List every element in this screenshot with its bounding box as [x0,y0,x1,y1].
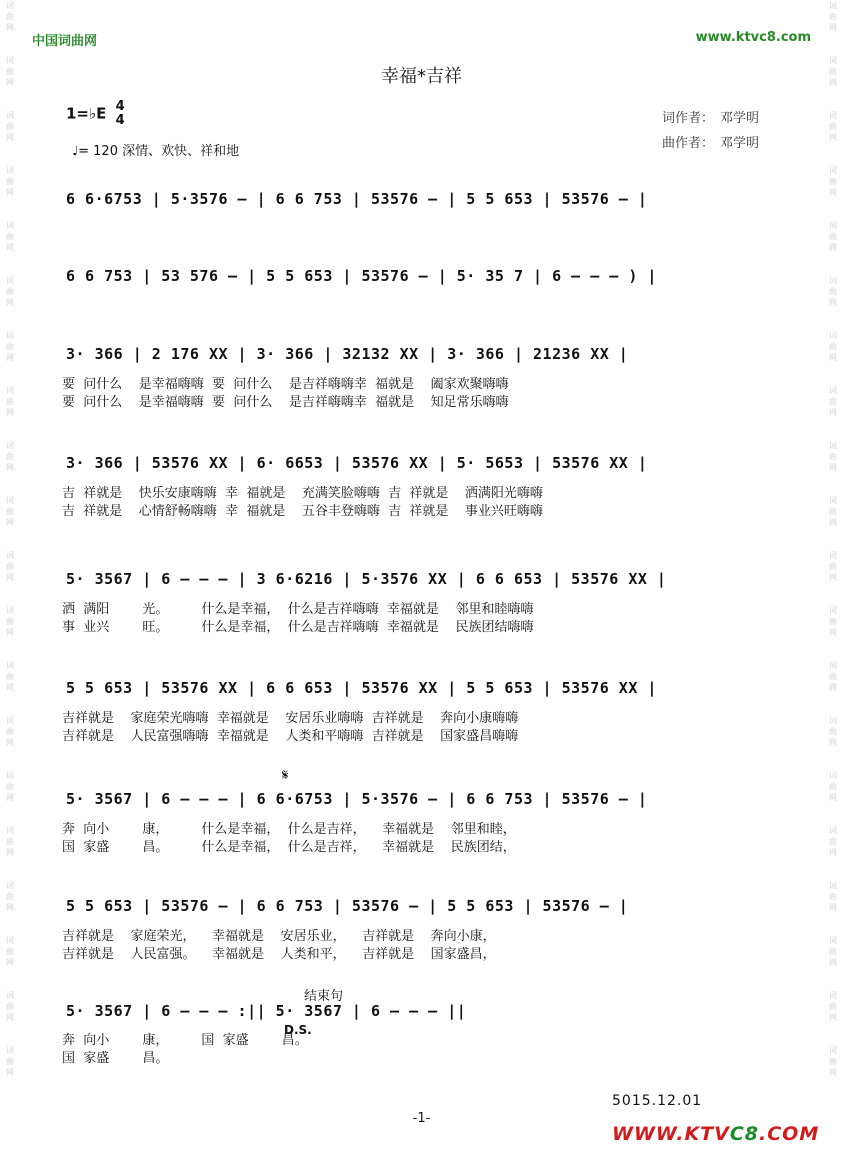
lyric-line: 吉 祥就是 心情舒畅嗨嗨 幸 福就是 五谷丰登嗨嗨 吉 祥就是 事业兴旺嗨嗨 [62,504,543,519]
lyric-line: 事 业兴 旺。 什么是幸福， 什么是吉祥嗨嗨 幸福就是 民族团结嗨嗨 [62,620,534,635]
score-notes: 6 6 753 | 53 576 – | 5 5 653 | 53576 – | 5· 35 7 | 6 – – – ) | [66,267,657,285]
wm-red: WWW.KTV [612,1123,730,1145]
time-signature [116,100,125,128]
composer-name: 邓学明 [720,136,760,151]
key-signature [66,100,125,128]
ending-label: 结束句 [304,989,344,1004]
key-label: 1=♭E [66,104,107,123]
wm-tail: .COM [759,1123,820,1145]
date-stamp: 5015.12.01 [612,1093,703,1109]
lyric-line: 国 家盛 昌。 什么是幸福， 什么是吉祥， 幸福就是 民族团结， [62,840,516,855]
lyric-line: 洒 满阳 光。 什么是幸福， 什么是吉祥嗨嗨 幸福就是 邻里和睦嗨嗨 [62,602,534,617]
tempo-marking: ♩= 120 深情、欢快、祥和地 [72,144,240,159]
score-notes: 3· 366 | 53576 XX | 6· 6653 | 53576 XX | 5· 5653 | 53576 XX | [66,454,648,472]
lyricist-label: 词作者： [662,111,715,126]
lyric-line: 吉祥就是 人民富强。 幸福就是 人类和平， 吉祥就是 国家盛昌， [62,947,496,962]
page-number: -1- [412,1111,431,1126]
song-title: 幸福*吉祥 [381,66,462,87]
lyric-line: 吉祥就是 家庭荣光， 幸福就是 安居乐业， 吉祥就是 奔向小康， [62,929,496,944]
score-notes: 5 5 653 | 53576 – | 6 6 753 | 53576 – | 5 5 653 | 53576 – | [66,897,629,915]
score-notes: 3· 366 | 2 176 XX | 3· 366 | 32132 XX | 3· 366 | 21236 XX | [66,345,629,363]
lyric-line: 吉 祥就是 快乐安康嗨嗨 幸 福就是 充满笑脸嗨嗨 吉 祥就是 洒满阳光嗨嗨 [62,486,543,501]
lyricist-row [662,106,765,131]
wm-green: C8 [729,1123,759,1145]
ds-marking: D.S. [284,1023,312,1037]
lyric-line: 奔 向小 康， 国 家盛 昌。 [62,1033,308,1048]
site-watermark-logo [612,1123,819,1145]
lyric-line: 奔 向小 康， 什么是幸福， 什么是吉祥， 幸福就是 邻里和睦， [62,822,516,837]
composer-label: 曲作者： [662,136,715,151]
site-url-right[interactable]: www.ktvc8.com [695,30,811,45]
side-watermark-left: 词 曲 网 词 曲 网 词 曲 网 词 曲 网 词 曲 网 词 曲 网 词 曲 网 词 曲 网 词 曲 网 词 曲 网 词 曲 网 词 曲 网 词 曲 网 词 曲 网 词 曲 网 词 曲 网 词 曲 网 词 曲 网 词 曲 网 词 曲 网 [6,1,14,1077]
lyric-line: 国 家盛 昌。 [62,1051,169,1066]
time-numerator: 4 [115,99,125,114]
time-denominator: 4 [115,113,125,128]
score-notes: 5· 3567 | 6 – – – | 3 6·6216 | 5·3576 XX | 6 6 653 | 53576 XX | [66,570,667,588]
score-notes: 5· 3567 | 6 – – – :|| 5· 3567 | 6 – – – || [66,1002,467,1020]
score-notes: 5 5 653 | 53576 XX | 6 6 653 | 53576 XX | 5 5 653 | 53576 XX | [66,679,657,697]
composer-row [662,131,765,156]
lyric-line: 要 问什么 是幸福嗨嗨 要 问什么 是吉祥嗨嗨幸 福就是 知足常乐嗨嗨 [62,395,509,410]
site-name-left[interactable]: 中国词曲网 [32,34,98,49]
lyric-line: 吉祥就是 人民富强嗨嗨 幸福就是 人类和平嗨嗨 吉祥就是 国家盛昌嗨嗨 [62,729,519,744]
lyricist-name: 邓学明 [720,111,760,126]
lyric-line: 要 问什么 是幸福嗨嗨 要 问什么 是吉祥嗨嗨幸 福就是 阖家欢聚嗨嗨 [62,377,509,392]
side-watermark-right: 词 曲 网 词 曲 网 词 曲 网 词 曲 网 词 曲 网 词 曲 网 词 曲 网 词 曲 网 词 曲 网 词 曲 网 词 曲 网 词 曲 网 词 曲 网 词 曲 网 词 曲 网 词 曲 网 词 曲 网 词 曲 网 词 曲 网 词 曲 网 [829,1,837,1077]
lyric-line: 吉祥就是 家庭荣光嗨嗨 幸福就是 安居乐业嗨嗨 吉祥就是 奔向小康嗨嗨 [62,711,519,726]
segno-sign: 𝄋 [282,766,289,784]
score-notes: 5· 3567 | 6 – – – | 6 6·6753 | 5·3576 – | 6 6 753 | 53576 – | [66,790,648,808]
score-notes: 6 6·6753 | 5·3576 – | 6 6 753 | 53576 – | 5 5 653 | 53576 – | [66,190,648,208]
credits [662,106,765,156]
